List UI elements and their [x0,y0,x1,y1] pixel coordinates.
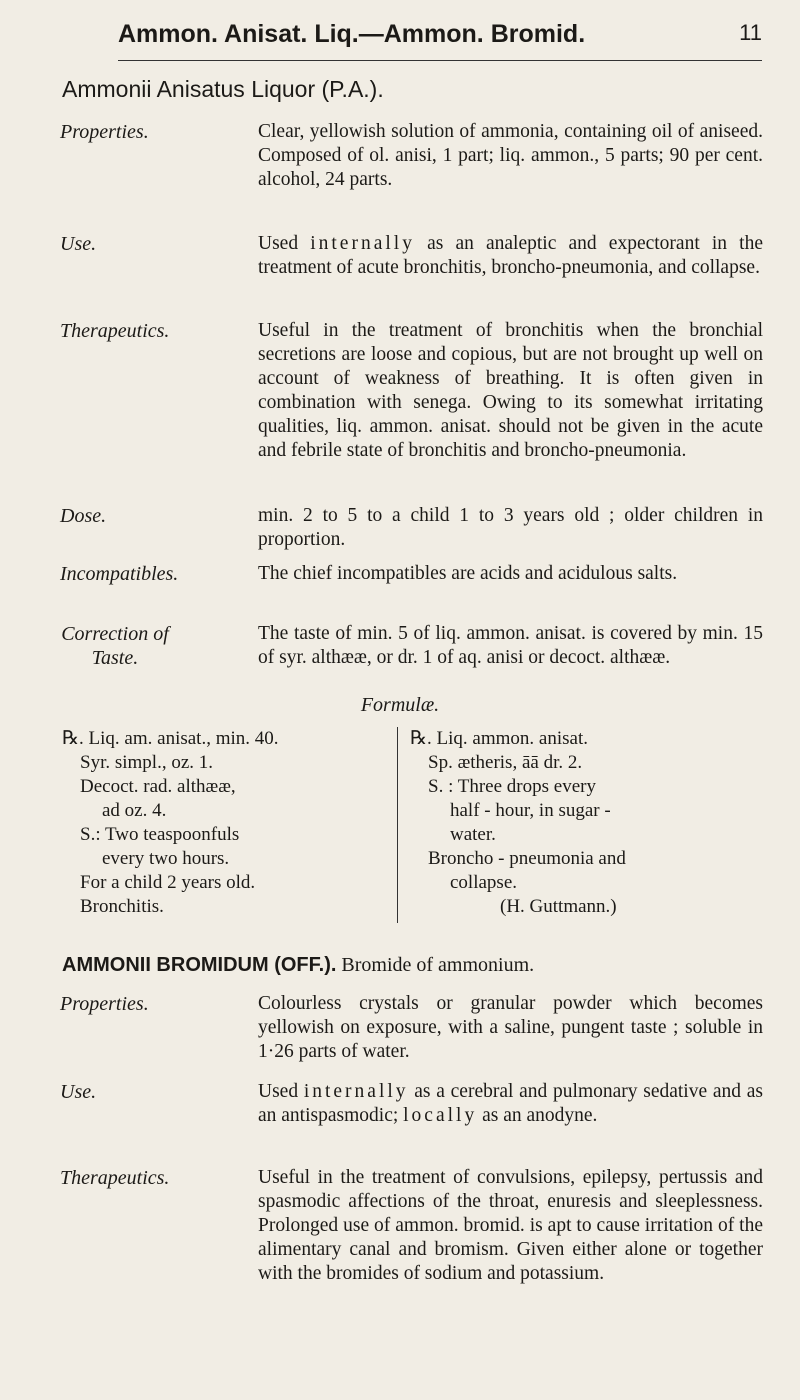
recipe-line: S.: Two teaspoonfuls [80,824,240,845]
entry-text: Clear, yellowish solution of ammonia, containing oil of aniseed. Composed of ol. anisi, 1 part; liq. ammon., 5 parts; 90 per cent. alcohol, 24 parts. [258,121,763,190]
recipe-line: ℞. Liq. am. anisat., min. 40. [62,728,279,749]
recipe-line: S. : Three drops every [428,776,596,797]
recipe-line: every two hours. [102,848,230,869]
recipe-line: Sp. ætheris, āā dr. 2. [428,752,583,773]
text-part: Used [258,1081,304,1102]
entry-text: Colourless crystals or granular powder which becomes yellowish on exposure, with a saline, pungent taste ; soluble in 1·26 parts of water. [258,993,763,1062]
text-part: Used [258,233,311,254]
section-title-ammonii-anisatus: Ammonii Anisatus Liquor (P.A.). [62,76,384,102]
recipe-left [62,727,392,919]
entry-label: Properties. [60,993,149,1015]
section-title-ammonii-bromidum [62,954,534,977]
entry-text [258,1080,763,1128]
recipe-right [410,727,760,919]
entry-label: Dose. [60,505,107,527]
entry-text [258,232,763,280]
entry-label: Use. [60,1081,97,1103]
page-number: 11 [739,20,762,45]
recipe-line: ad oz. 4. [102,800,167,821]
spaced-word: internally [303,1081,409,1102]
section-title-rest: Bromide of ammonium. [336,954,535,976]
entry-text: Useful in the treatment of bronchitis when the bronchial secretions are loose and copious, but are not brought up well on account of weakness of breathing. It is often given in combination with senega. Owing to its somewhat irritating qualities, liq. ammon. anisat. should not be given in the acute and febrile state of bronchitis and broncho-pneumonia. [258,320,763,461]
section-title-bold: AMMONII BROMIDUM (OFF.). [62,954,337,976]
entry-label: Incompatibles. [60,563,179,585]
spaced-word: internally [310,233,415,254]
text-part: as a cerebral and pulmonary sedative and as an antispasmodic; [258,1081,763,1126]
recipe-divider [397,727,398,923]
recipe-line: Syr. simpl., oz. 1. [80,752,214,773]
entry-text: min. 2 to 5 to a child 1 to 3 years old ; older children in proportion. [258,505,763,550]
recipe-line: Bronchitis. [80,896,164,917]
entry-label: Correction of Taste. [61,623,169,669]
text-part: as an analeptic and expectorant in the treatment of acute bronchitis, broncho-pneumonia, and collapse. [258,233,763,278]
running-header [118,12,762,56]
recipe-line: (H. Guttmann.) [500,896,617,917]
entry-text: Useful in the treatment of convulsions, epilepsy, pertussis and spasmodic affections of the throat, enuresis and sleeplessness. Prolonged use of ammon. bromid. is apt to cause irritation of the alimentary canal and bromism. Given either alone or together with the bromides of sodium and potassium. [258,1167,763,1284]
recipe-line: Decoct. rad. althææ, [80,776,236,797]
entry-text: The chief incompatibles are acids and acidulous salts. [258,563,678,584]
entry-label: Properties. [60,121,149,143]
recipe-line: ℞. Liq. ammon. anisat. [410,728,588,749]
text-part: as an anodyne. [477,1105,598,1126]
formulae-heading: Formulæ. [360,694,440,716]
recipe-line: half - hour, in sugar - [450,800,611,821]
recipe-line: water. [450,824,496,845]
entry-text: The taste of min. 5 of liq. ammon. anisat. is covered by min. 15 of syr. althææ, or dr. 1 of aq. anisi or decoct. althææ. [258,623,763,668]
spaced-word: locally [403,1105,478,1126]
entry-label: Use. [60,233,97,255]
entry-label: Therapeutics. [60,320,170,342]
recipe-line: Broncho - pneumonia and [428,848,626,869]
entry-label: Therapeutics. [60,1167,170,1189]
header-title: Ammon. Anisat. Liq.—Ammon. Bromid. [118,20,586,48]
recipe-line: For a child 2 years old. [80,872,256,893]
recipe-line: collapse. [450,872,518,893]
header-rule [118,60,762,61]
